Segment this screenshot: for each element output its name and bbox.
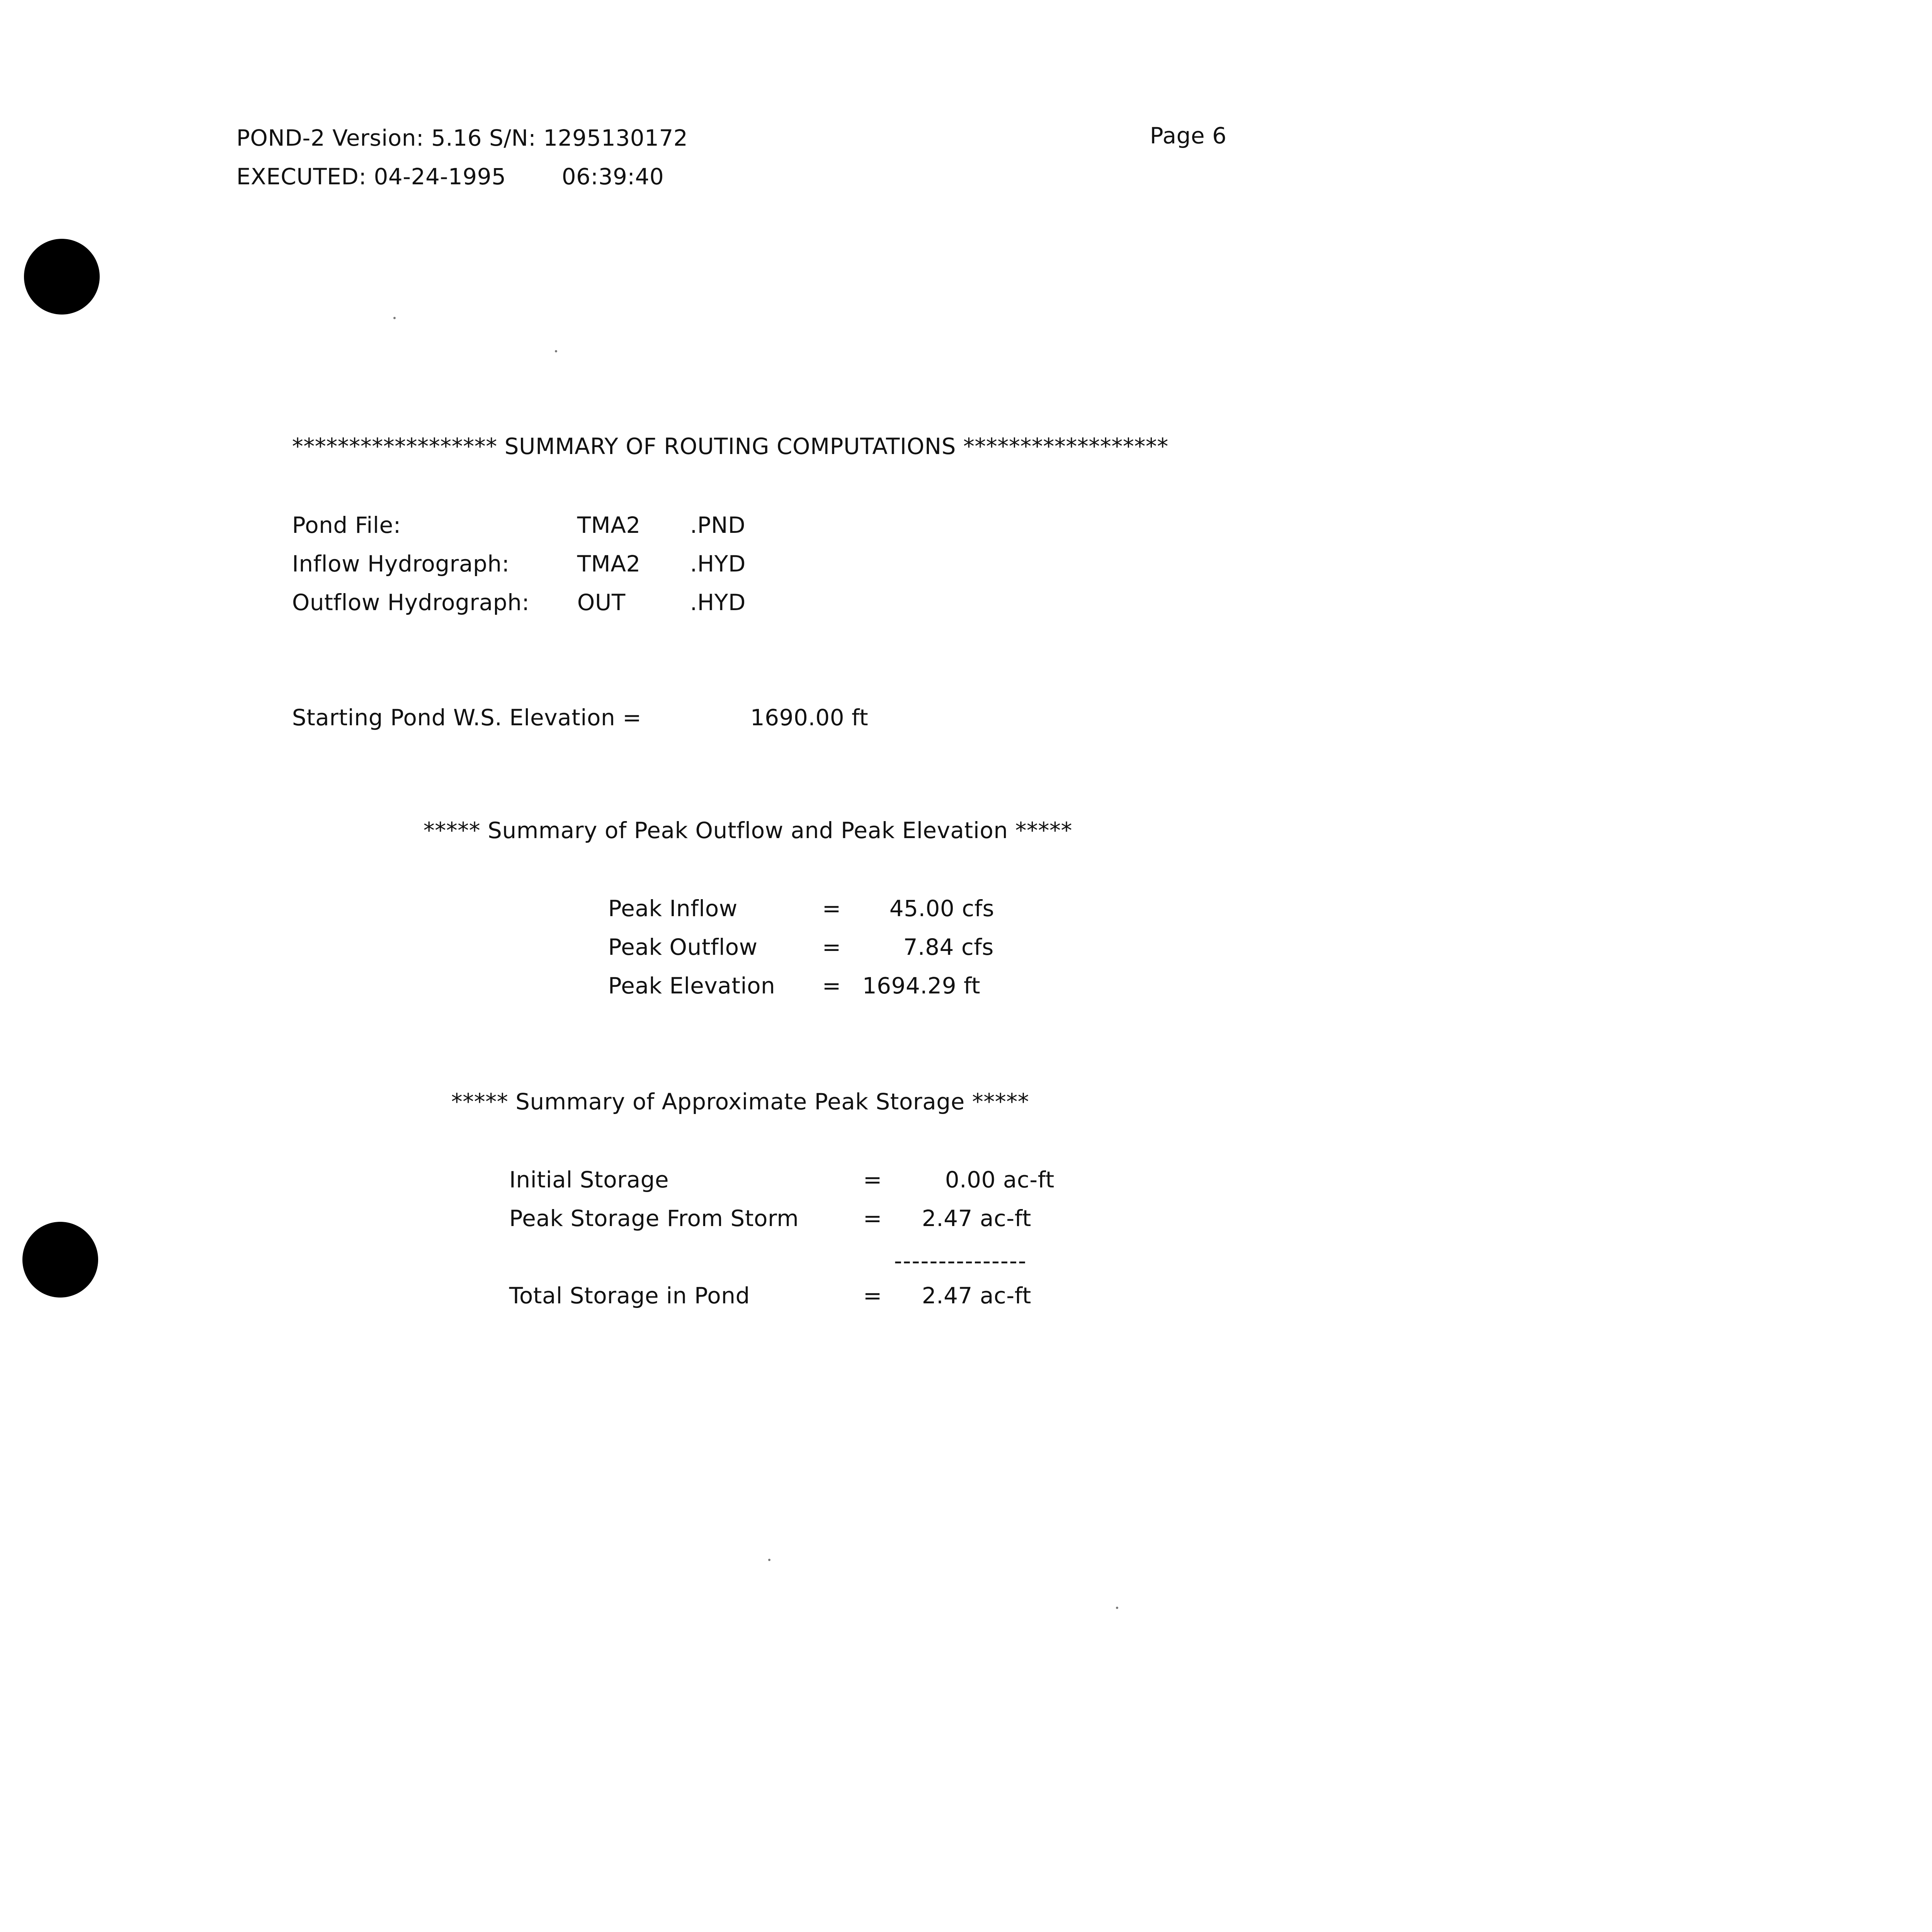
page-number: Page 6: [1150, 122, 1227, 149]
peak-elevation-equals: =: [822, 973, 841, 999]
peak-outflow-equals: =: [822, 934, 841, 960]
binder-hole-top: [24, 239, 100, 315]
peak-storage-value: 2.47 ac-ft: [922, 1205, 1031, 1231]
initial-storage-equals: =: [863, 1167, 882, 1193]
initial-storage-label: Initial Storage: [509, 1167, 669, 1193]
peak-summary-title: ***** Summary of Peak Outflow and Peak Elevation *****: [423, 817, 1073, 844]
routing-summary-title: ****************** SUMMARY OF ROUTING COMPUTATIONS ******************: [292, 433, 1168, 459]
peak-inflow-value: 45.00 cfs: [889, 895, 995, 922]
scan-speck: [555, 350, 557, 352]
pond-file-extension: .PND: [690, 512, 746, 538]
pond-file-label: Pond File:: [292, 512, 401, 538]
total-storage-equals: =: [863, 1282, 882, 1309]
outflow-hydrograph-extension: .HYD: [690, 589, 746, 616]
peak-inflow-equals: =: [822, 895, 841, 922]
peak-storage-equals: =: [863, 1205, 882, 1231]
inflow-hydrograph-extension: .HYD: [690, 551, 746, 577]
peak-elevation-label: Peak Elevation: [608, 973, 776, 999]
total-storage-label: Total Storage in Pond: [509, 1282, 750, 1309]
software-version: POND-2 Version: 5.16 S/N: 1295130172: [236, 125, 688, 151]
peak-storage-label: Peak Storage From Storm: [509, 1205, 799, 1231]
pond-file-name: TMA2: [577, 512, 641, 538]
inflow-hydrograph-label: Inflow Hydrograph:: [292, 551, 510, 577]
execution-date: EXECUTED: 04-24-1995: [236, 163, 506, 190]
scan-speck: [768, 1559, 770, 1561]
initial-storage-value: 0.00 ac-ft: [945, 1167, 1054, 1193]
scan-speck: [393, 317, 396, 319]
starting-elevation-label: Starting Pond W.S. Elevation =: [292, 704, 642, 731]
peak-outflow-value: 7.84 cfs: [903, 934, 994, 960]
peak-outflow-label: Peak Outflow: [608, 934, 758, 960]
binder-hole-middle: [22, 1222, 98, 1298]
scan-speck: [1116, 1607, 1118, 1609]
storage-summary-title: ***** Summary of Approximate Peak Storage *****: [451, 1088, 1029, 1115]
outflow-hydrograph-name: OUT: [577, 589, 626, 616]
storage-total-rule: ---------------: [894, 1248, 1027, 1274]
inflow-hydrograph-name: TMA2: [577, 551, 641, 577]
peak-elevation-value: 1694.29 ft: [862, 973, 981, 999]
peak-inflow-label: Peak Inflow: [608, 895, 738, 922]
outflow-hydrograph-label: Outflow Hydrograph:: [292, 589, 530, 616]
total-storage-value: 2.47 ac-ft: [922, 1282, 1031, 1309]
starting-elevation-value: 1690.00 ft: [750, 704, 869, 731]
execution-time: 06:39:40: [561, 163, 664, 190]
